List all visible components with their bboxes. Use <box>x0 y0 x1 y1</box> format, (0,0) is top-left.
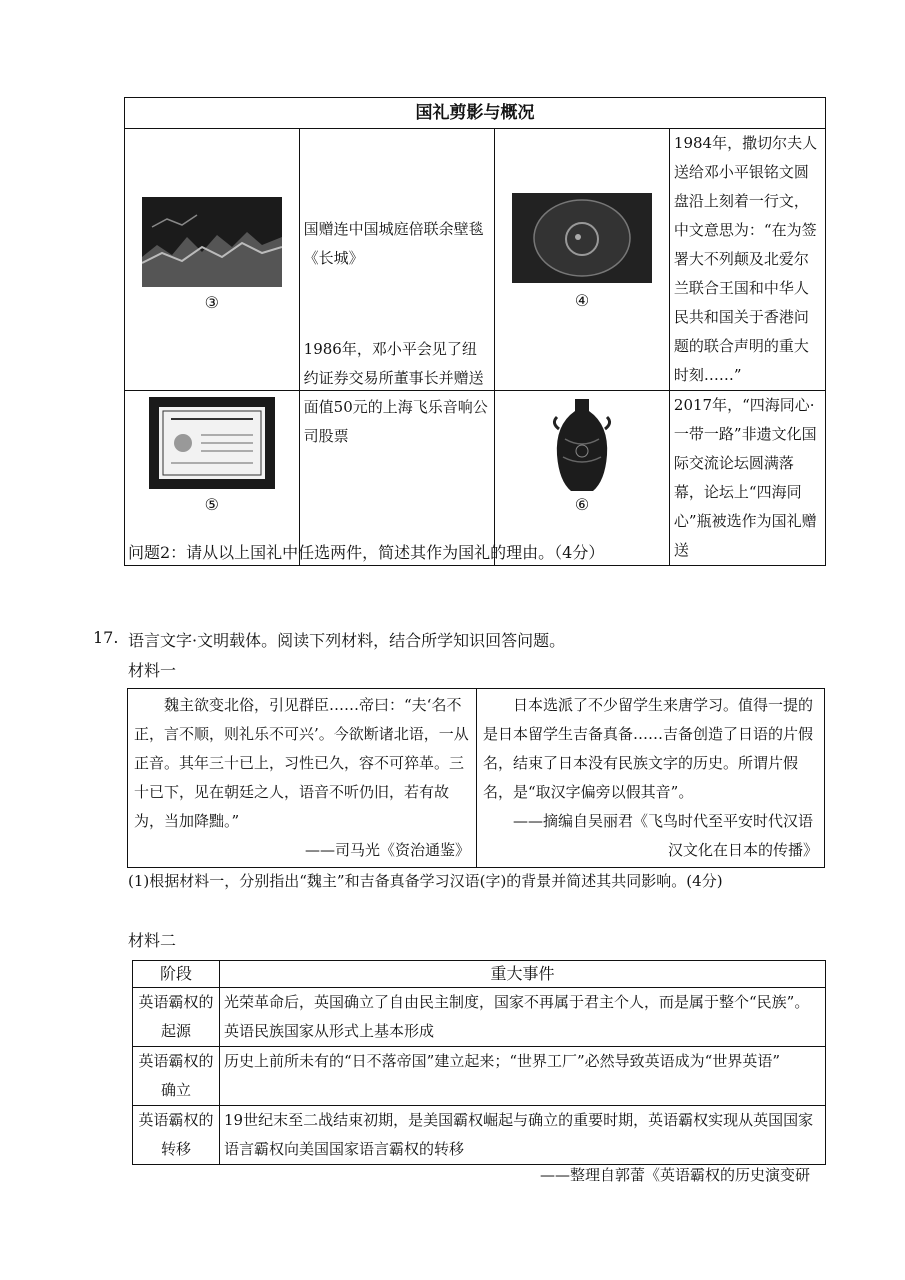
question-2: 问题2：请从以上国礼中任选两件，简述其作为国礼的理由。（4分） <box>128 543 605 562</box>
material-1-left-cell <box>128 689 477 868</box>
material-1-left-text: 魏主欲变北俗，引见群臣……帝曰：“夫‘名不正，言不顺，则礼乐不可兴’。今欲断诸北语，一从正音。其年三十已上，习性已久，容不可猝革。三十已下，见在朝廷之人，语音不听仍旧，若有故为，当加降黜。” <box>134 696 469 830</box>
gift-4-cell <box>495 129 670 391</box>
material-1-table <box>127 688 825 868</box>
stage-transfer: 英语霸权的转移 <box>133 1106 220 1165</box>
material-1-right-text: 日本选派了不少留学生来唐学习。值得一提的是日本留学生吉备真备……吉备创造了日语的片假名，结束了日本没有民族文字的历史。所谓片假名，是“取汉字偏旁以假其音”。 <box>483 696 814 801</box>
q17-number: 17. <box>93 628 119 647</box>
sub-question-1: (1)根据材料一，分别指出“魏主”和吉备真备学习汉语(字)的背景并简述其共同影响。(4分) <box>128 872 723 890</box>
gift-table-title: 国礼剪影与概况 <box>125 98 826 129</box>
gift-4-number: ④ <box>574 291 590 310</box>
silver-plate-image <box>512 193 652 283</box>
gift-3-number: ③ <box>204 293 219 312</box>
stock-certificate-image <box>149 397 275 489</box>
q17-stem: 语言文字·文明载体。阅读下列材料，结合所学知识回答问题。 <box>128 631 566 650</box>
stage-establish: 英语霸权的确立 <box>133 1047 220 1106</box>
gift-4-description: 1984年，撒切尔夫人送给邓小平银铭文圆盘沿上刻着一行文，中文意思为：“在为签署大不列颠及北爱尔兰联合王国和中华人民共和国关于香港问题的联合声明的重大时刻……” <box>673 134 818 384</box>
gift-5-description: 1986年，邓小平会见了纽约证券交易所董事长并赠送面值50元的上海飞乐音响公司股票 <box>303 340 488 445</box>
tapestry-great-wall-image <box>142 197 282 287</box>
gift-3-description: 国赠连中国城庭倍联余壁毯《长城》 <box>303 220 484 267</box>
gift-4-description-cell <box>669 129 825 391</box>
event-origin: 光荣革命后，英国确立了自由民主制度，国家不再属于君主个人，而是属于整个“民族”。英语民族国家从形式上基本形成 <box>220 988 826 1047</box>
header-stage: 阶段 <box>133 961 220 988</box>
gift-6-number: ⑥ <box>574 495 590 514</box>
material-1-right-source-2: 汉文化在日本的传播》 <box>667 841 818 859</box>
header-event: 重大事件 <box>220 961 826 988</box>
gift-3-cell <box>125 129 300 391</box>
vase-image <box>547 395 617 495</box>
material-1-left-source: ——司马光《资治通鉴》 <box>304 841 470 859</box>
stage-origin: 英语霸权的起源 <box>133 988 220 1047</box>
material-1-right-cell <box>477 689 825 868</box>
event-transfer: 19世纪末至二战结束初期，是美国霸权崛起与确立的重要时期，英语霸权实现从英国国家语言霸权向美国国家语言霸权的转移 <box>220 1106 826 1165</box>
material-2-source: ——整理自郭蕾《英语霸权的历史演变研 <box>539 1166 810 1184</box>
gift-5-number: ⑤ <box>204 495 219 514</box>
material-2-table <box>132 960 826 1165</box>
gift-6-description: 2017年，“四海同心·一带一路”非遗文化国际交流论坛圆满落幕，论坛上“四海同心”瓶被选作为国礼赠送 <box>673 396 817 559</box>
gift-6-description-cell <box>669 391 825 566</box>
material-1-right-source-1: ——摘编自吴丽君《飞鸟时代至平安时代汉语 <box>513 812 814 830</box>
event-establish: 历史上前所未有的“日不落帝国”建立起来；“世界工厂”必然导致英语成为“世界英语” <box>220 1047 826 1106</box>
material-2-label: 材料二 <box>128 931 177 950</box>
material-1-label: 材料一 <box>128 661 177 680</box>
gift-table <box>124 97 826 566</box>
